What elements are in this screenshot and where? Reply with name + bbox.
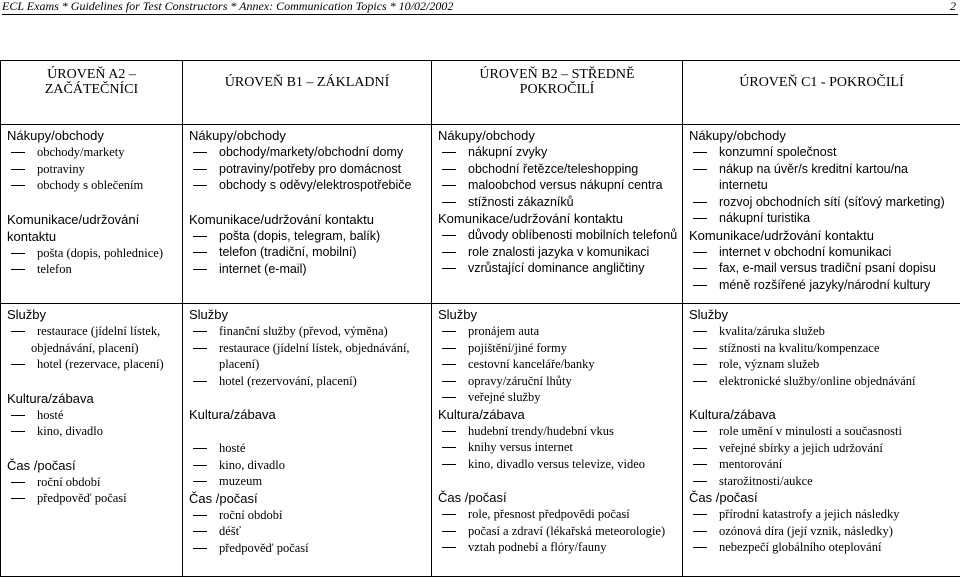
- page-number: 2: [950, 0, 956, 12]
- list-item-continuation: internetu: [689, 177, 960, 194]
- list-item-continuation: placení): [189, 356, 431, 373]
- topic-list: [189, 440, 431, 490]
- cell-a2-shopping: [1, 125, 183, 304]
- list-item: hosté: [7, 407, 182, 424]
- topic-list: [189, 228, 431, 278]
- topic-list: [7, 407, 182, 440]
- list-item: restaurace (jídelní lístek,: [7, 323, 182, 340]
- list-item: rozvoj obchodních sítí (síťový marketing): [689, 194, 960, 211]
- list-item: role umění v minulosti a současnosti: [689, 423, 960, 440]
- list-item: obchody s oblečením: [7, 177, 182, 194]
- list-item: restaurace (jídelní lístek, objednávání,: [189, 340, 431, 357]
- list-item: kvalita/záruka služeb: [689, 323, 960, 340]
- section-heading: Čas /počasí: [189, 490, 431, 507]
- topic-list: [689, 144, 960, 227]
- section-heading: Nákupy/obchody: [689, 127, 960, 144]
- section-heading: Čas /počasí: [689, 489, 960, 506]
- level-label: ÚROVEŇ B2 – STŘEDNĚ: [436, 67, 678, 82]
- list-item: vztah podnebí a flóry/fauny: [438, 539, 682, 556]
- list-item: muzeum: [189, 473, 431, 490]
- list-item: obchody/markety/obchodní domy: [189, 144, 431, 161]
- list-item: kino, divadlo: [7, 423, 182, 440]
- list-item: veřejné služby: [438, 389, 682, 406]
- section-heading: Komunikace/udržování kontaktu: [438, 210, 682, 227]
- list-item: opravy/záruční lhůty: [438, 373, 682, 390]
- list-item-continuation: objednávání, placení): [7, 340, 182, 357]
- section-heading: Služby: [7, 306, 182, 323]
- list-item: kino, divadlo versus televize, video: [438, 456, 682, 473]
- list-item: kino, divadlo: [189, 457, 431, 474]
- col-header-c1: [683, 61, 960, 125]
- list-item: roční období: [7, 474, 182, 491]
- table-header-row: [1, 61, 960, 125]
- cell-a2-services: [1, 304, 183, 577]
- section-heading: Služby: [189, 306, 431, 323]
- list-item: pronájem auta: [438, 323, 682, 340]
- list-item: nákup na úvěr/s kreditní kartou/na: [689, 161, 960, 178]
- topic-list: [7, 323, 182, 373]
- list-item: předpověď počasí: [7, 490, 182, 507]
- list-item: mentorování: [689, 456, 960, 473]
- list-item: stížnosti zákazníků: [438, 194, 682, 211]
- header-title: ECL Exams * Guidelines for Test Constructors * Annex: Communication Topics * 10/02/2002: [2, 0, 453, 12]
- list-item: déšť: [189, 523, 431, 540]
- list-item: role znalosti jazyka v komunikaci: [438, 244, 682, 261]
- list-item: pojištění/jiné formy: [438, 340, 682, 357]
- list-item: důvody oblíbenosti mobilních telefonů: [438, 227, 682, 244]
- list-item: cestovní kanceláře/banky: [438, 356, 682, 373]
- list-item: ozónová díra (její vznik, následky): [689, 523, 960, 540]
- list-item: stížnosti na kvalitu/kompenzace: [689, 340, 960, 357]
- list-item: obchody s oděvy/elektrospotřebiče: [189, 177, 431, 194]
- topic-list: [689, 423, 960, 489]
- list-item: telefon: [7, 261, 182, 278]
- list-item: internet (e-mail): [189, 261, 431, 278]
- section-heading: Kultura/zábava: [438, 406, 682, 423]
- col-header-b1: [183, 61, 432, 125]
- list-item: hosté: [189, 440, 431, 457]
- list-item: nákupní turistika: [689, 210, 960, 227]
- list-item: role, přesnost předpovědi počasí: [438, 506, 682, 523]
- list-item: potraviny/potřeby pro domácnost: [189, 161, 431, 178]
- section-heading: Služby: [689, 306, 960, 323]
- section-heading: Nákupy/obchody: [189, 127, 431, 144]
- list-item: potraviny: [7, 161, 182, 178]
- topic-list: [438, 144, 682, 210]
- list-item: obchodní řetězce/teleshopping: [438, 161, 682, 178]
- section-heading: Čas /počasí: [7, 457, 182, 474]
- topic-list: [189, 507, 431, 557]
- topic-list: [7, 245, 182, 278]
- section-heading: Nákupy/obchody: [438, 127, 682, 144]
- page-header: [2, 0, 958, 15]
- level-label: ÚROVEŇ C1 - POKROČILÍ: [687, 75, 956, 90]
- cell-b1-services: [183, 304, 432, 577]
- section-heading: Kultura/zábava: [7, 390, 182, 407]
- topics-table: [0, 60, 960, 577]
- list-item: starožitnosti/aukce: [689, 473, 960, 490]
- list-item: pošta (dopis, pohlednice): [7, 245, 182, 262]
- cell-c1-shopping: [683, 125, 960, 304]
- list-item: obchody/markety: [7, 144, 182, 161]
- cell-b2-services: [432, 304, 683, 577]
- section-heading: Služby: [438, 306, 682, 323]
- topic-list: [7, 474, 182, 507]
- col-header-b2: [432, 61, 683, 125]
- topic-list: [689, 506, 960, 556]
- level-label-line2: POKROČILÍ: [436, 82, 678, 97]
- level-label: ÚROVEŇ B1 – ZÁKLADNÍ: [187, 75, 427, 90]
- section-heading: Kultura/zábava: [189, 406, 431, 423]
- list-item: telefon (tradiční, mobilní): [189, 244, 431, 261]
- list-item: počasí a zdraví (lékařská meteorologie): [438, 523, 682, 540]
- section-heading-line2: kontaktu: [7, 228, 182, 245]
- table-row: [1, 304, 960, 577]
- section-heading: Komunikace/udržování kontaktu: [689, 227, 960, 244]
- cell-b2-shopping: [432, 125, 683, 304]
- list-item: roční období: [189, 507, 431, 524]
- list-item: veřejné sbírky a jejich udržování: [689, 440, 960, 457]
- topic-list: [438, 423, 682, 473]
- section-heading: Čas /počasí: [438, 489, 682, 506]
- cell-c1-services: [683, 304, 960, 577]
- col-header-a2: [1, 61, 183, 125]
- cell-b1-shopping: [183, 125, 432, 304]
- list-item: nebezpečí globálního oteplování: [689, 539, 960, 556]
- list-item: méně rozšířené jazyky/národní kultury: [689, 277, 960, 294]
- level-label-line2: ZAČÁTEČNÍCI: [5, 82, 178, 97]
- topic-list: [189, 323, 431, 389]
- section-heading: Komunikace/udržování kontaktu: [189, 211, 431, 228]
- list-item: hudební trendy/hudební vkus: [438, 423, 682, 440]
- list-item: hotel (rezervace, placení): [7, 356, 182, 373]
- list-item: maloobchod versus nákupní centra: [438, 177, 682, 194]
- list-item: předpověď počasí: [189, 540, 431, 557]
- list-item: nákupní zvyky: [438, 144, 682, 161]
- list-item: elektronické služby/online objednávání: [689, 373, 960, 390]
- topic-list: [7, 144, 182, 194]
- section-heading: Komunikace/udržování: [7, 211, 182, 228]
- table-row: [1, 125, 960, 304]
- topic-list: [438, 323, 682, 406]
- list-item: přírodní katastrofy a jejich následky: [689, 506, 960, 523]
- section-heading: Nákupy/obchody: [7, 127, 182, 144]
- topic-list: [438, 506, 682, 556]
- list-item: knihy versus internet: [438, 439, 682, 456]
- list-item: finanční služby (převod, výměna): [189, 323, 431, 340]
- list-item: internet v obchodní komunikaci: [689, 244, 960, 261]
- topic-list: [689, 323, 960, 389]
- list-item: role, význam služeb: [689, 356, 960, 373]
- topic-list: [689, 244, 960, 294]
- topic-list: [189, 144, 431, 194]
- list-item: fax, e-mail versus tradiční psaní dopisu: [689, 260, 960, 277]
- list-item: vzrůstající dominance angličtiny: [438, 260, 682, 277]
- section-heading: Kultura/zábava: [689, 406, 960, 423]
- list-item: pošta (dopis, telegram, balík): [189, 228, 431, 245]
- topic-list: [438, 227, 682, 277]
- list-item: hotel (rezervování, placení): [189, 373, 431, 390]
- list-item: konzumní společnost: [689, 144, 960, 161]
- level-label: ÚROVEŇ A2 –: [5, 67, 178, 82]
